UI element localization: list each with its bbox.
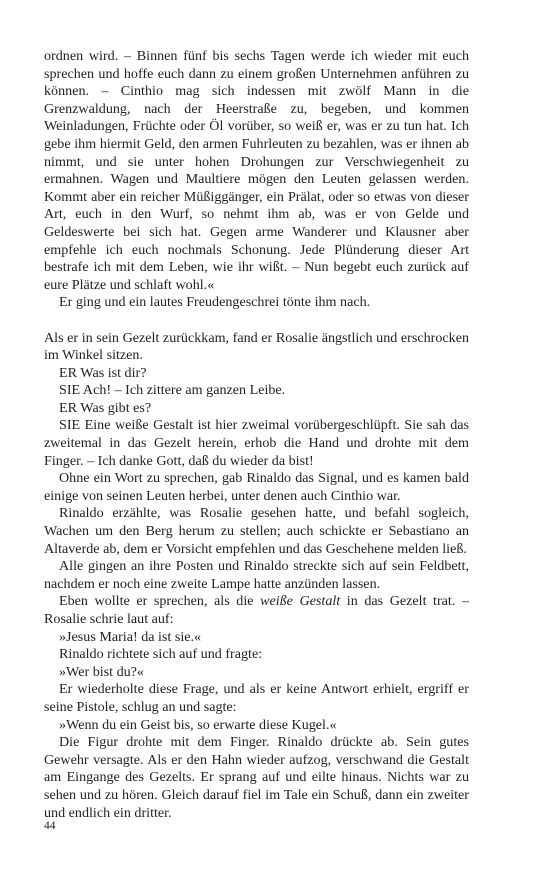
dialogue-line: SIE Ach! – Ich zittere am ganzen Leibe. xyxy=(59,382,286,399)
paragraph xyxy=(44,593,469,628)
text-run: Eben wollte er sprechen, als die xyxy=(59,593,261,610)
paragraph: Ohne ein Wort zu sprechen, gab Rinaldo das Signal, und es kamen bald einige von seinen Leuten herbei, unter denen auch Cinthio war. xyxy=(44,470,469,504)
paragraph: Er wiederholte diese Frage, und als er keine Antwort erhielt, ergriff er seine Pistole, schlug an und sagte: xyxy=(44,681,469,715)
paragraph: Er ging und ein lautes Freudengeschrei tönte ihm nach. xyxy=(59,294,371,311)
paragraph: Alle gingen an ihre Posten und Rinaldo streckte sich auf sein Feldbett, nachdem er noch eine zweite Lampe hatte anzünden lassen. xyxy=(44,558,469,592)
dialogue-line: ER Was ist dir? xyxy=(59,364,147,381)
paragraph: Rinaldo richtete sich auf und fragte: xyxy=(59,646,263,663)
emphasis: weiße Gestalt xyxy=(260,593,341,610)
dialogue-line: ER Was gibt es? xyxy=(59,399,152,416)
paragraph: Rinaldo erzählte, was Rosalie gesehen hatte, und befahl sogleich, Wachen um den Berg herum zu stellen; auch schickte er Sebastiano an Altaverde ab, dem er Vorsicht empfehlen und das Geschehene melden ließ. xyxy=(44,505,469,557)
paragraph: Die Figur drohte mit dem Finger. Rinaldo drückte ab. Sein gutes Gewehr versagte. Als er den Hahn wieder aufzog, verschwand die Gestalt am Eingange des Gezelts. Er sprang auf und eilte hinaus. Nichts war zu sehen und zu hören. Gleich darauf fiel im Tale ein Schuß, dann ein zweiter und endlich ein dritter. xyxy=(44,734,469,821)
dialogue-line: SIE Eine weiße Gestalt ist hier zweimal vorübergeschlüpft. Sie sah das zweitemal in das Gezelt herein, erhob die Hand und drohte mit dem Finger. – Ich danke Gott, daß du wieder da bist! xyxy=(44,417,469,469)
quote-line: »Wer bist du?« xyxy=(59,663,144,680)
text-run: in das Gezelt trat. – Rosalie schrie laut auf: xyxy=(44,593,469,627)
paragraph: ordnen wird. – Binnen fünf bis sechs Tagen werde ich wieder mit euch sprechen und hoffe euch dann zu einem großen Unternehmen anführen zu können. – Cinthio mag sich indessen mit zwölf Mann in die Grenzwaldung, nach der Heerstraße zu, begeben, und kommen Weinladungen, Früchte oder Öl vorüber, so weiß er, was er zu tun hat. Ich gebe ihm hiermit Geld, den armen Fuhrleuten zu bezahlen, was er ihnen ab nimmt, und sie unter hohen Drohungen zur Verschwiegenheit zu ermahnen. Wagen und Maultiere mögen den Leuten gelassen werden. Kommt aber ein reicher Müßiggänger, ein Prälat, oder so etwas von dieser Art, euch in den Wurf, so nehmt ihm ab, was er von Gelde und Geldeswerte bei sich hat. Gegen arme Wanderer und Klausner aber empfehle ich euch nochmals Schonung. Jede Plünderung dieser Art bestrafe ich mit dem Leben, wie ihr wißt. – Nun begebt euch zurück auf eure Plätze und schlaft wohl.« xyxy=(44,48,469,293)
page-number: 44 xyxy=(44,820,56,832)
paragraph: Als er in sein Gezelt zurückkam, fand er Rosalie ängstlich und erschrocken im Winkel sitzen. xyxy=(44,329,469,364)
quote-line: »Wenn du ein Geist bis, so erwarte diese Kugel.« xyxy=(59,716,337,733)
page-body xyxy=(44,48,469,822)
section-break xyxy=(44,312,469,330)
quote-line: »Jesus Maria! da ist sie.« xyxy=(59,628,202,645)
